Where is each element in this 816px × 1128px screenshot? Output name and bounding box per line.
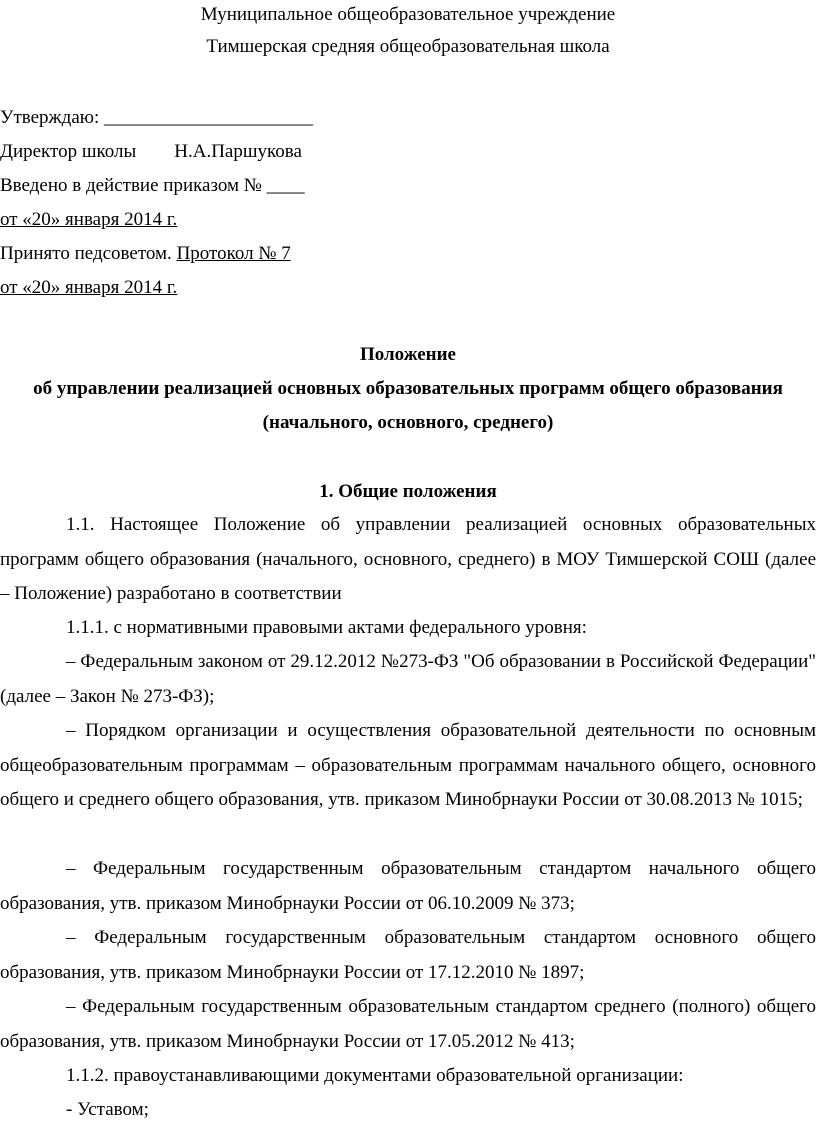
section-heading: 1. Общие положения (319, 481, 497, 502)
director-name: Н.А.Паршукова (174, 141, 302, 162)
doc-subtitle-line2: (начального, основного, среднего) (262, 412, 554, 433)
paragraph-1-1-1: 1.1.1. с нормативными правовыми актами федерального уровня: (66, 617, 587, 638)
adopted-protocol: Протокол № 7 (176, 243, 291, 264)
adopted-prefix: Принято педсоветом. (0, 243, 177, 264)
list-item-fgos-noo: – Федеральным государственным образовательным стандартом начального общего образования, утв. приказом Минобрнауки России от 06.10.2009 № 373; (0, 858, 816, 914)
org-name-line1: Муниципальное общеобразовательное учреждение (200, 4, 616, 25)
adopted-date: от «20» января 2014 г. (0, 277, 178, 298)
paragraph-1-1: 1.1. Настоящее Положение об управлении реализацией основных образовательных программ общего образования (начального, основного, среднего) в МОУ Тимшерской СОШ (далее – Положение) разработано в соответствии (0, 514, 816, 604)
paragraph-1-1-2: 1.1.2. правоустанавливающими документами образовательной организации: (66, 1065, 684, 1086)
list-item-charter: - Уставом; (66, 1099, 149, 1120)
org-name-line2: Тимшерская средняя общеобразовательная школа (206, 36, 610, 57)
director-title: Директор школы (0, 141, 137, 162)
list-item-order: – Порядком организации и осуществления образовательной деятельности по основным общеобразовательным программам – образовательным программам начального общего, основного общего и среднего общего образования, утв. приказом Минобрнауки России от 30.08.2013 № 1015; (0, 720, 816, 810)
adopted-line (0, 243, 291, 265)
director-line (0, 141, 302, 163)
list-item-fgos-soo: – Федеральным государственным образовательным стандартом среднего (полного) общего образования, утв. приказом Минобрнауки России от 17.05.2012 № 413; (0, 996, 816, 1052)
doc-title: Положение (359, 344, 456, 365)
list-item-law: – Федеральным законом от 29.12.2012 №273-ФЗ "Об образовании в Российской Федерации" (далее – Закон № 273-ФЗ); (0, 651, 816, 707)
list-item-fgos-ooo: – Федеральным государственным образовательным стандартом основного общего образования, утв. приказом Минобрнауки России от 17.12.2010 № 1897; (0, 927, 816, 983)
enacted-date: от «20» января 2014 г. (0, 209, 178, 230)
doc-subtitle-line1: об управлении реализацией основных образовательных программ общего образования (33, 378, 783, 399)
approve-line: Утверждаю: ______________________ (0, 107, 313, 128)
enacted-line: Введено в действие приказом № ____ (0, 175, 305, 196)
